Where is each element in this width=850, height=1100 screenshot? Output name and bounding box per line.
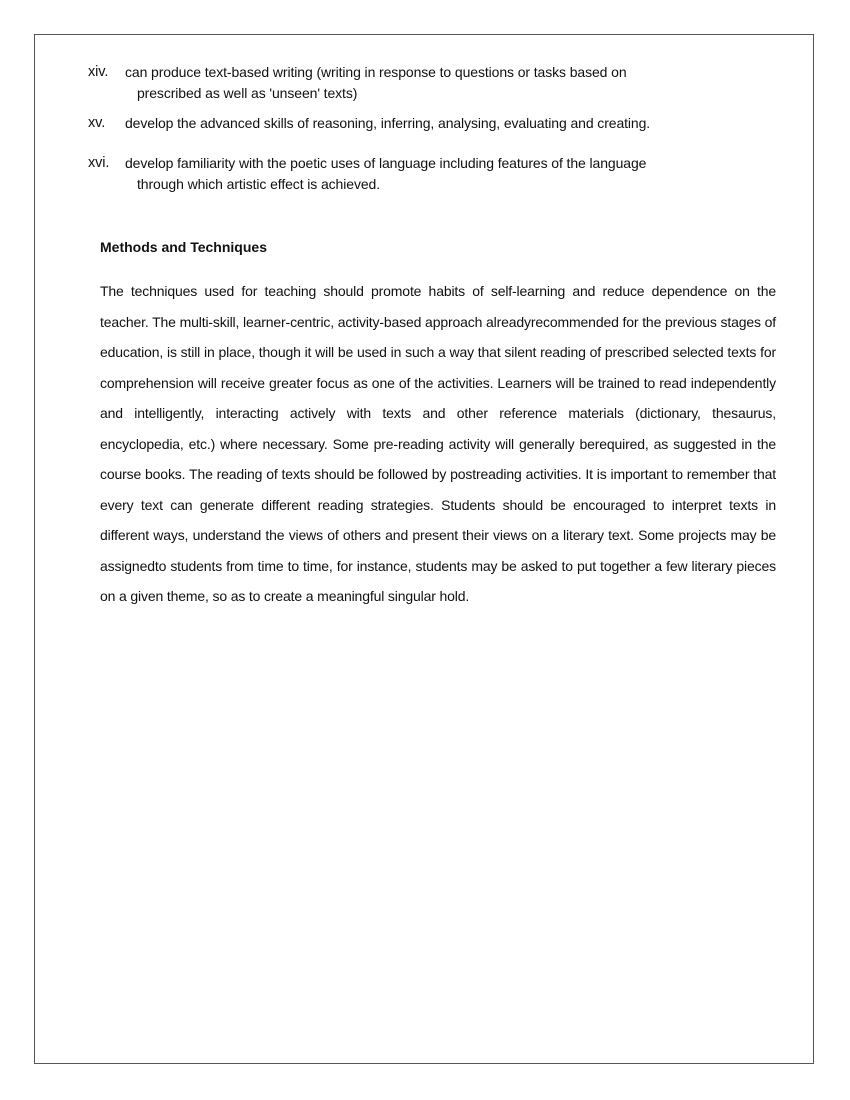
list-marker: xiv. (88, 64, 109, 80)
list-item-line: develop the advanced skills of reasoning, inferring, analysing, evaluating and creating. (125, 115, 651, 131)
list-item-line: prescribed as well as 'unseen' texts) (137, 85, 358, 101)
list-item-text (125, 153, 784, 195)
section-heading: Methods and Techniques (100, 239, 267, 255)
list-item-text (125, 113, 784, 134)
list-item-text (125, 62, 784, 104)
list-item-line: through which artistic effect is achieved. (137, 176, 381, 192)
list-item (84, 62, 784, 104)
objectives-list (84, 62, 784, 195)
list-marker: xvi. (88, 155, 110, 171)
list-item (84, 153, 784, 195)
list-marker: xv. (88, 115, 106, 131)
body-paragraph: The techniques used for teaching should promote habits of self-learning and reduce dependence on the teacher. The multi-skill, learner-centric, activity-based approach alreadyrecommended for the previous stages of education, is still in place, though it will be used in such a way that silent reading of prescribed selected texts for comprehension will receive greater focus as one of the activities. Learners will be trained to read independently and intelligently, interacting actively with texts and other reference materials (dictionary, thesaurus, encyclopedia, etc.) where necessary. Some pre-reading activity will generally berequired, as suggested in the course books. The reading of texts should be followed by postreading activities. It is important to remember that every text can generate different reading strategies. Students should be encouraged to interpret texts in different ways, understand the views of others and present their views on a literary text. Some projects may be assignedto students from time to time, for instance, students may be asked to put together a few literary pieces on a given theme, so as to create a meaningful singular hold. (100, 283, 776, 604)
list-item-line: can produce text-based writing (writing in response to questions or tasks based on (125, 64, 627, 80)
list-item (84, 113, 784, 134)
list-item-line: develop familiarity with the poetic uses of language including features of the language (125, 155, 647, 171)
